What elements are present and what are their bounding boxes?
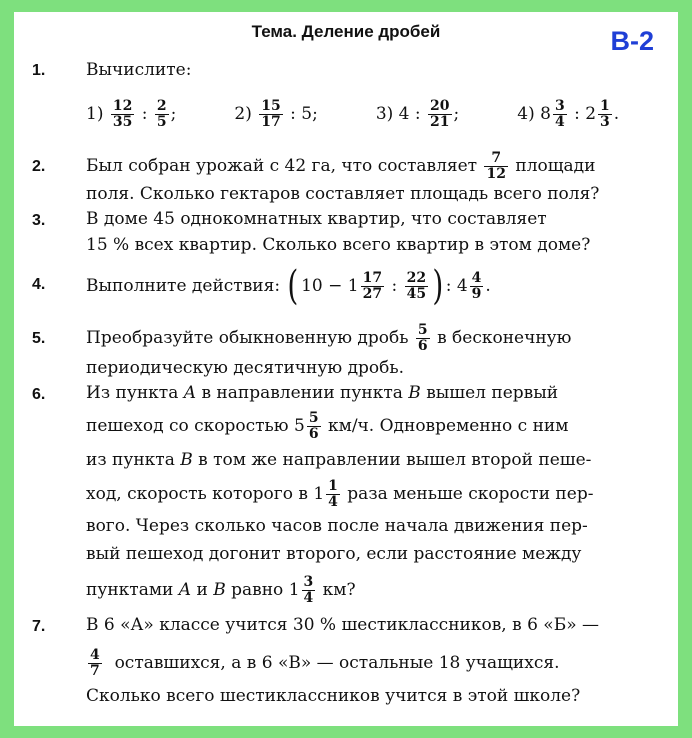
task-1-part-3 (376, 99, 459, 130)
denominator: 45 (406, 285, 427, 302)
task-6-line-6 (86, 534, 581, 574)
fraction (428, 99, 451, 130)
fraction (553, 99, 567, 130)
text: вого. Через сколько часов после начала движения пер- (86, 516, 588, 536)
text: км? (322, 580, 356, 600)
expression-start: 10 − 1 (301, 276, 359, 296)
text: км/ч. Одновременно с ним (327, 416, 569, 436)
numerator: 15 (261, 97, 281, 114)
numerator: 7 (491, 149, 502, 166)
numerator: 2 (156, 97, 167, 114)
fraction (416, 323, 430, 354)
numerator: 1 (600, 97, 610, 114)
task-2-number: 2. (32, 158, 46, 175)
page-title: Тема. Деление дробей (251, 22, 441, 41)
task-3-number: 3. (32, 212, 46, 229)
numerator: 12 (112, 97, 133, 114)
text: площади (515, 156, 596, 176)
numerator: 17 (362, 269, 383, 286)
fraction (259, 99, 282, 130)
fraction (307, 411, 321, 442)
denominator: 4 (303, 589, 314, 606)
task-1-intro (86, 50, 191, 90)
text: вышел первый (426, 383, 559, 403)
denominator: 4 (554, 113, 565, 130)
task-7-number: 7. (32, 618, 46, 635)
fraction (361, 271, 384, 302)
denominator: 6 (417, 337, 428, 354)
task-6-line-7 (86, 570, 356, 610)
text: равно 1 (231, 580, 300, 600)
operator: : 4 (445, 276, 468, 296)
task-1-parts (86, 94, 646, 134)
task-1-part-4 (517, 99, 619, 130)
text: поля. Сколько гектаров составляет площадь всего поля? (86, 184, 600, 204)
numerator: 22 (406, 269, 427, 286)
text: Сколько всего шестиклассников учится в этой школе? (86, 686, 581, 706)
part-label: 1) (86, 103, 104, 124)
numerator: 20 (430, 97, 450, 114)
denominator: 5 (156, 113, 167, 130)
point-label: B (408, 383, 421, 403)
point-label: A (183, 383, 197, 403)
task-3-line-2 (86, 225, 590, 265)
denominator: 3 (600, 113, 610, 130)
task-1-intro-text: Вычислите: (86, 60, 192, 80)
terminator: . (613, 103, 620, 124)
task-4-number: 4. (32, 276, 46, 293)
denominator: 12 (486, 165, 506, 182)
text: оставшихся, а в 6 «В» — остальные 18 учащихся. (114, 653, 560, 673)
point-label: B (213, 580, 226, 600)
terminator: ; (170, 103, 177, 124)
text: В доме 45 однокомнатных квартир, что составляет (86, 209, 547, 229)
task-6-number: 6. (32, 386, 46, 403)
task-7-line-3 (86, 676, 580, 716)
denominator: 9 (471, 285, 482, 302)
text: Преобразуйте обыкновенную дробь (86, 328, 409, 348)
variant-badge: В-2 (610, 26, 654, 56)
numerator: 4 (471, 269, 482, 286)
text: 15 % всех квартир. Сколько всего квартир в этом доме? (86, 235, 591, 255)
open-paren: ( (287, 263, 299, 309)
fraction (302, 575, 316, 606)
task-4-line-1 (86, 264, 491, 308)
part-label: 4) (517, 103, 535, 124)
denominator: 21 (430, 113, 450, 130)
fraction (470, 271, 484, 302)
denominator: 4 (328, 493, 338, 510)
terminator: . (485, 276, 491, 296)
task-1-number: 1. (32, 62, 46, 79)
numerator: 3 (303, 573, 314, 590)
text: в направлении пункта (201, 383, 403, 403)
denominator: 27 (362, 285, 383, 302)
close-paren: ) (432, 263, 444, 309)
task-7-line-1 (86, 605, 599, 645)
denominator: 35 (112, 113, 133, 130)
numerator: 5 (308, 409, 319, 426)
text: из пункта (86, 450, 175, 470)
part-label: 3) (375, 103, 394, 124)
fraction (405, 271, 428, 302)
point-label: B (180, 450, 193, 470)
text: В 6 «А» классе учится 30 % шестиклассников, в 6 «Б» — (86, 615, 599, 635)
expression-rest: : 5; (290, 103, 318, 124)
terminator: ; (453, 103, 460, 124)
numerator: 4 (90, 646, 100, 663)
denominator: 7 (90, 662, 100, 679)
fraction (88, 648, 102, 679)
fraction (111, 99, 134, 130)
fraction (326, 479, 340, 510)
text: в бесконечную (437, 328, 572, 348)
point-label: A (178, 580, 192, 600)
operator: : (391, 276, 398, 296)
task-1-part-1 (86, 99, 176, 130)
numerator: 1 (328, 477, 338, 494)
text: периодическую десятичную дробь. (86, 358, 405, 378)
expression-start: 4 : (398, 103, 421, 124)
task-5-number: 5. (32, 330, 46, 347)
operator: : 2 (574, 103, 597, 124)
denominator: 17 (261, 113, 281, 130)
text: пунктами (86, 580, 174, 600)
text: Выполните действия: (86, 276, 281, 296)
operator: : (141, 103, 148, 124)
denominator: 6 (308, 425, 319, 442)
text: в том же направлении вышел второй пеше- (198, 450, 592, 470)
whole-part: 8 (540, 103, 551, 124)
text: вый пешеход догонит второго, если расстояние между (86, 544, 582, 564)
fraction (155, 99, 169, 130)
task-1-part-2 (234, 99, 317, 130)
text: ход, скорость которого в 1 (86, 484, 325, 504)
fraction (598, 99, 612, 130)
numerator: 3 (554, 97, 565, 114)
text: пешеход со скоростью 5 (86, 416, 305, 436)
worksheet (14, 12, 678, 726)
part-label: 2) (234, 103, 252, 124)
numerator: 5 (417, 321, 428, 338)
text: Был собран урожай с 42 га, что составляет (86, 156, 478, 176)
text: раза меньше скорости пер- (347, 484, 594, 504)
text: Из пункта (86, 383, 179, 403)
text: и (196, 580, 208, 600)
